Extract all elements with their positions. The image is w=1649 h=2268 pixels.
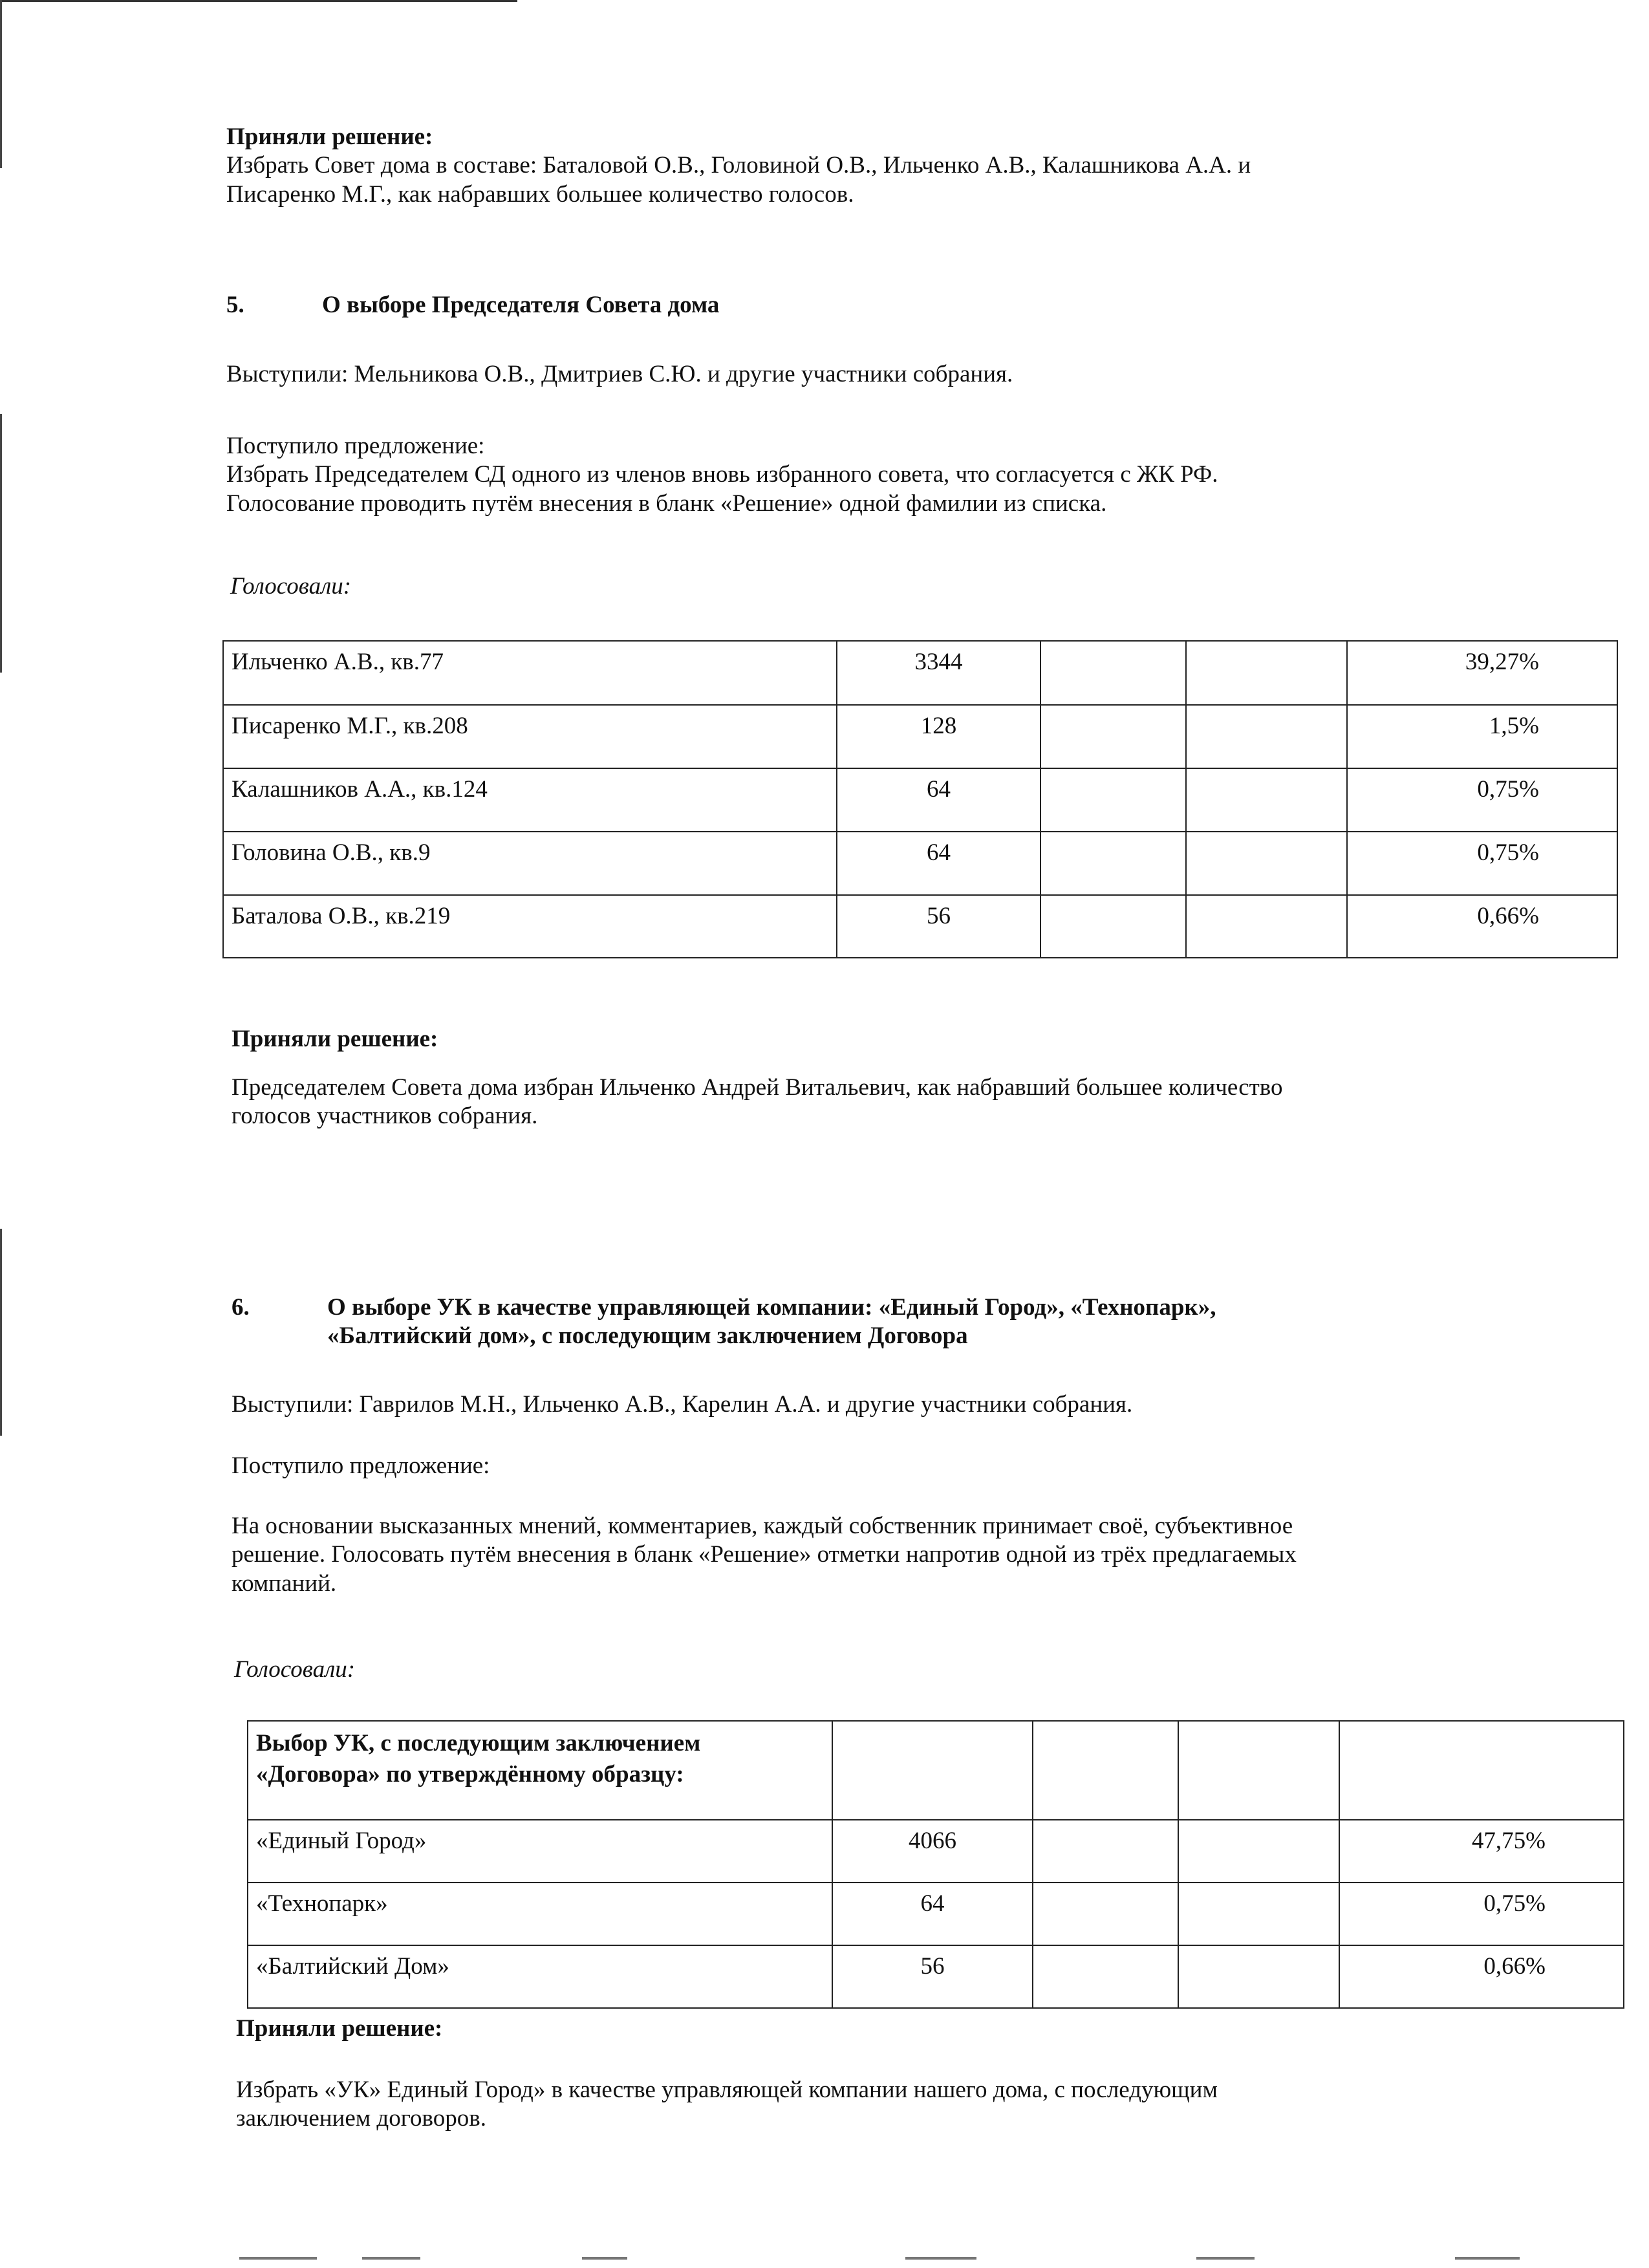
scan-residue [239,2257,317,2260]
proposal-text: Избрать Председателем СД одного из членов вновь избранного совета, что согласуется с ЖК РФ. [226,461,1218,488]
empty-cell [1040,705,1186,768]
vote-count: 64 [832,1883,1033,1945]
candidate-name: Головина О.В., кв.9 [223,832,837,895]
empty-cell [1040,768,1186,832]
empty-cell [1186,705,1348,768]
vote-percent: 1,5% [1347,705,1617,768]
vote-count: 64 [837,832,1040,895]
section5-decision [232,1074,1283,1131]
empty-cell [1040,895,1186,958]
vote-count: 4066 [832,1820,1033,1883]
decision-text: Писаренко М.Г., как набравших большее количество голосов. [226,180,854,208]
scan-residue [1455,2257,1520,2260]
vote-percent: 0,75% [1347,768,1617,832]
decision-heading: Приняли решение: [236,2015,443,2042]
voted-label: Голосовали: [234,1656,356,1683]
candidate-name: Ильченко А.В., кв.77 [223,641,837,705]
scan-residue [362,2257,420,2260]
proposal-label: Поступило предложение: [232,1453,490,1479]
section6-heading [232,1293,1216,1350]
empty-cell [1033,1721,1178,1820]
table-row [223,832,1617,895]
candidate-name: Писаренко М.Г., кв.208 [223,705,837,768]
table-header-row [248,1721,1624,1820]
table-row [223,641,1617,705]
table-row [223,895,1617,958]
table-header [248,1721,832,1820]
scan-edge-left [0,1229,2,1436]
vote-percent: 39,27% [1347,641,1617,705]
section-title: О выборе УК в качестве управляющей компании: «Единый Город», «Технопарк», [327,1294,1216,1321]
table-row [248,1945,1624,2008]
scan-edge-top [0,0,517,2]
voted-label: Голосовали: [230,573,352,599]
scan-residue [905,2257,976,2260]
vote-percent: 47,75% [1339,1820,1624,1883]
empty-cell [1033,1945,1178,2008]
company-name: «Единый Город» [248,1820,832,1883]
empty-cell [1186,641,1348,705]
proposal-text: решение. Голосовать путём внесения в бланк «Решение» отметки напротив одной из трёх предлагаемых [232,1541,1297,1568]
section-number: 6. [232,1294,250,1321]
decision-text: Избрать «УК» Единый Город» в качестве управляющей компании нашего дома, с последующим [236,2077,1218,2103]
decision-heading: Приняли решение: [226,124,433,150]
scan-edge-left [0,414,2,673]
scan-residue [582,2257,627,2260]
empty-cell [1033,1820,1178,1883]
decision-text: Председателем Совета дома избран Ильченко Андрей Витальевич, как набравший большее количество [232,1074,1283,1101]
table-row [248,1883,1624,1945]
vote-count: 3344 [837,641,1040,705]
vote-percent: 0,75% [1339,1883,1624,1945]
candidate-name: Калашников А.А., кв.124 [223,768,837,832]
company-name: «Технопарк» [248,1883,832,1945]
decision-heading: Приняли решение: [232,1026,438,1052]
table-header-text: Выбор УК, с последующим заключением [256,1730,701,1756]
proposal-text: Голосование проводить путём внесения в бланк «Решение» одной фамилии из списка. [226,490,1107,517]
empty-cell [1178,1820,1340,1883]
table-row [248,1820,1624,1883]
section6-decision [236,2076,1218,2133]
proposal-text: На основании высказанных мнений, комментариев, каждый собственник принимает своё, субъективное [232,1513,1293,1539]
section4-decision [226,123,1251,209]
proposal-label: Поступило предложение: [226,433,485,459]
scan-residue [1196,2257,1255,2260]
speakers: Выступили: Мельникова О.В., Дмитриев С.Ю. и другие участники собрания. [226,361,1013,387]
chairman-votes-table [222,640,1618,958]
empty-cell [1178,1721,1340,1820]
candidate-name: Баталова О.В., кв.219 [223,895,837,958]
vote-count: 56 [837,895,1040,958]
scan-edge-left [0,0,2,168]
empty-cell [1186,895,1348,958]
table-row [223,768,1617,832]
vote-count: 56 [832,1945,1033,2008]
proposal-text: компаний. [232,1570,337,1597]
decision-text: Избрать Совет дома в составе: Баталовой О.В., Головиной О.В., Ильченко А.В., Калашникова А.А. и [226,152,1251,179]
vote-count: 128 [837,705,1040,768]
proposal [232,1512,1297,1598]
empty-cell [1040,641,1186,705]
empty-cell [1186,832,1348,895]
section5-heading [226,291,720,319]
table-header-text: «Договора» по утверждённому образцу: [256,1761,684,1788]
vote-percent: 0,75% [1347,832,1617,895]
vote-percent: 0,66% [1339,1945,1624,2008]
vote-count: 64 [837,768,1040,832]
empty-cell [1178,1945,1340,2008]
decision-text: заключением договоров. [236,2105,486,2132]
section-number: 5. [226,292,244,318]
empty-cell [1033,1883,1178,1945]
empty-cell [1178,1883,1340,1945]
empty-cell [1339,1721,1624,1820]
speakers: Выступили: Гаврилов М.Н., Ильченко А.В., Карелин А.А. и другие участники собрания. [232,1391,1133,1418]
vote-percent: 0,66% [1347,895,1617,958]
decision-text: голосов участников собрания. [232,1103,538,1130]
management-company-votes-table [247,1720,1624,2009]
proposal [226,432,1218,518]
section-title: «Балтийский дом», с последующим заключением Договора [327,1323,968,1350]
company-name: «Балтийский Дом» [248,1945,832,2008]
section-title: О выборе Председателя Совета дома [322,292,720,318]
table-row [223,705,1617,768]
empty-cell [1040,832,1186,895]
empty-cell [832,1721,1033,1820]
empty-cell [1186,768,1348,832]
